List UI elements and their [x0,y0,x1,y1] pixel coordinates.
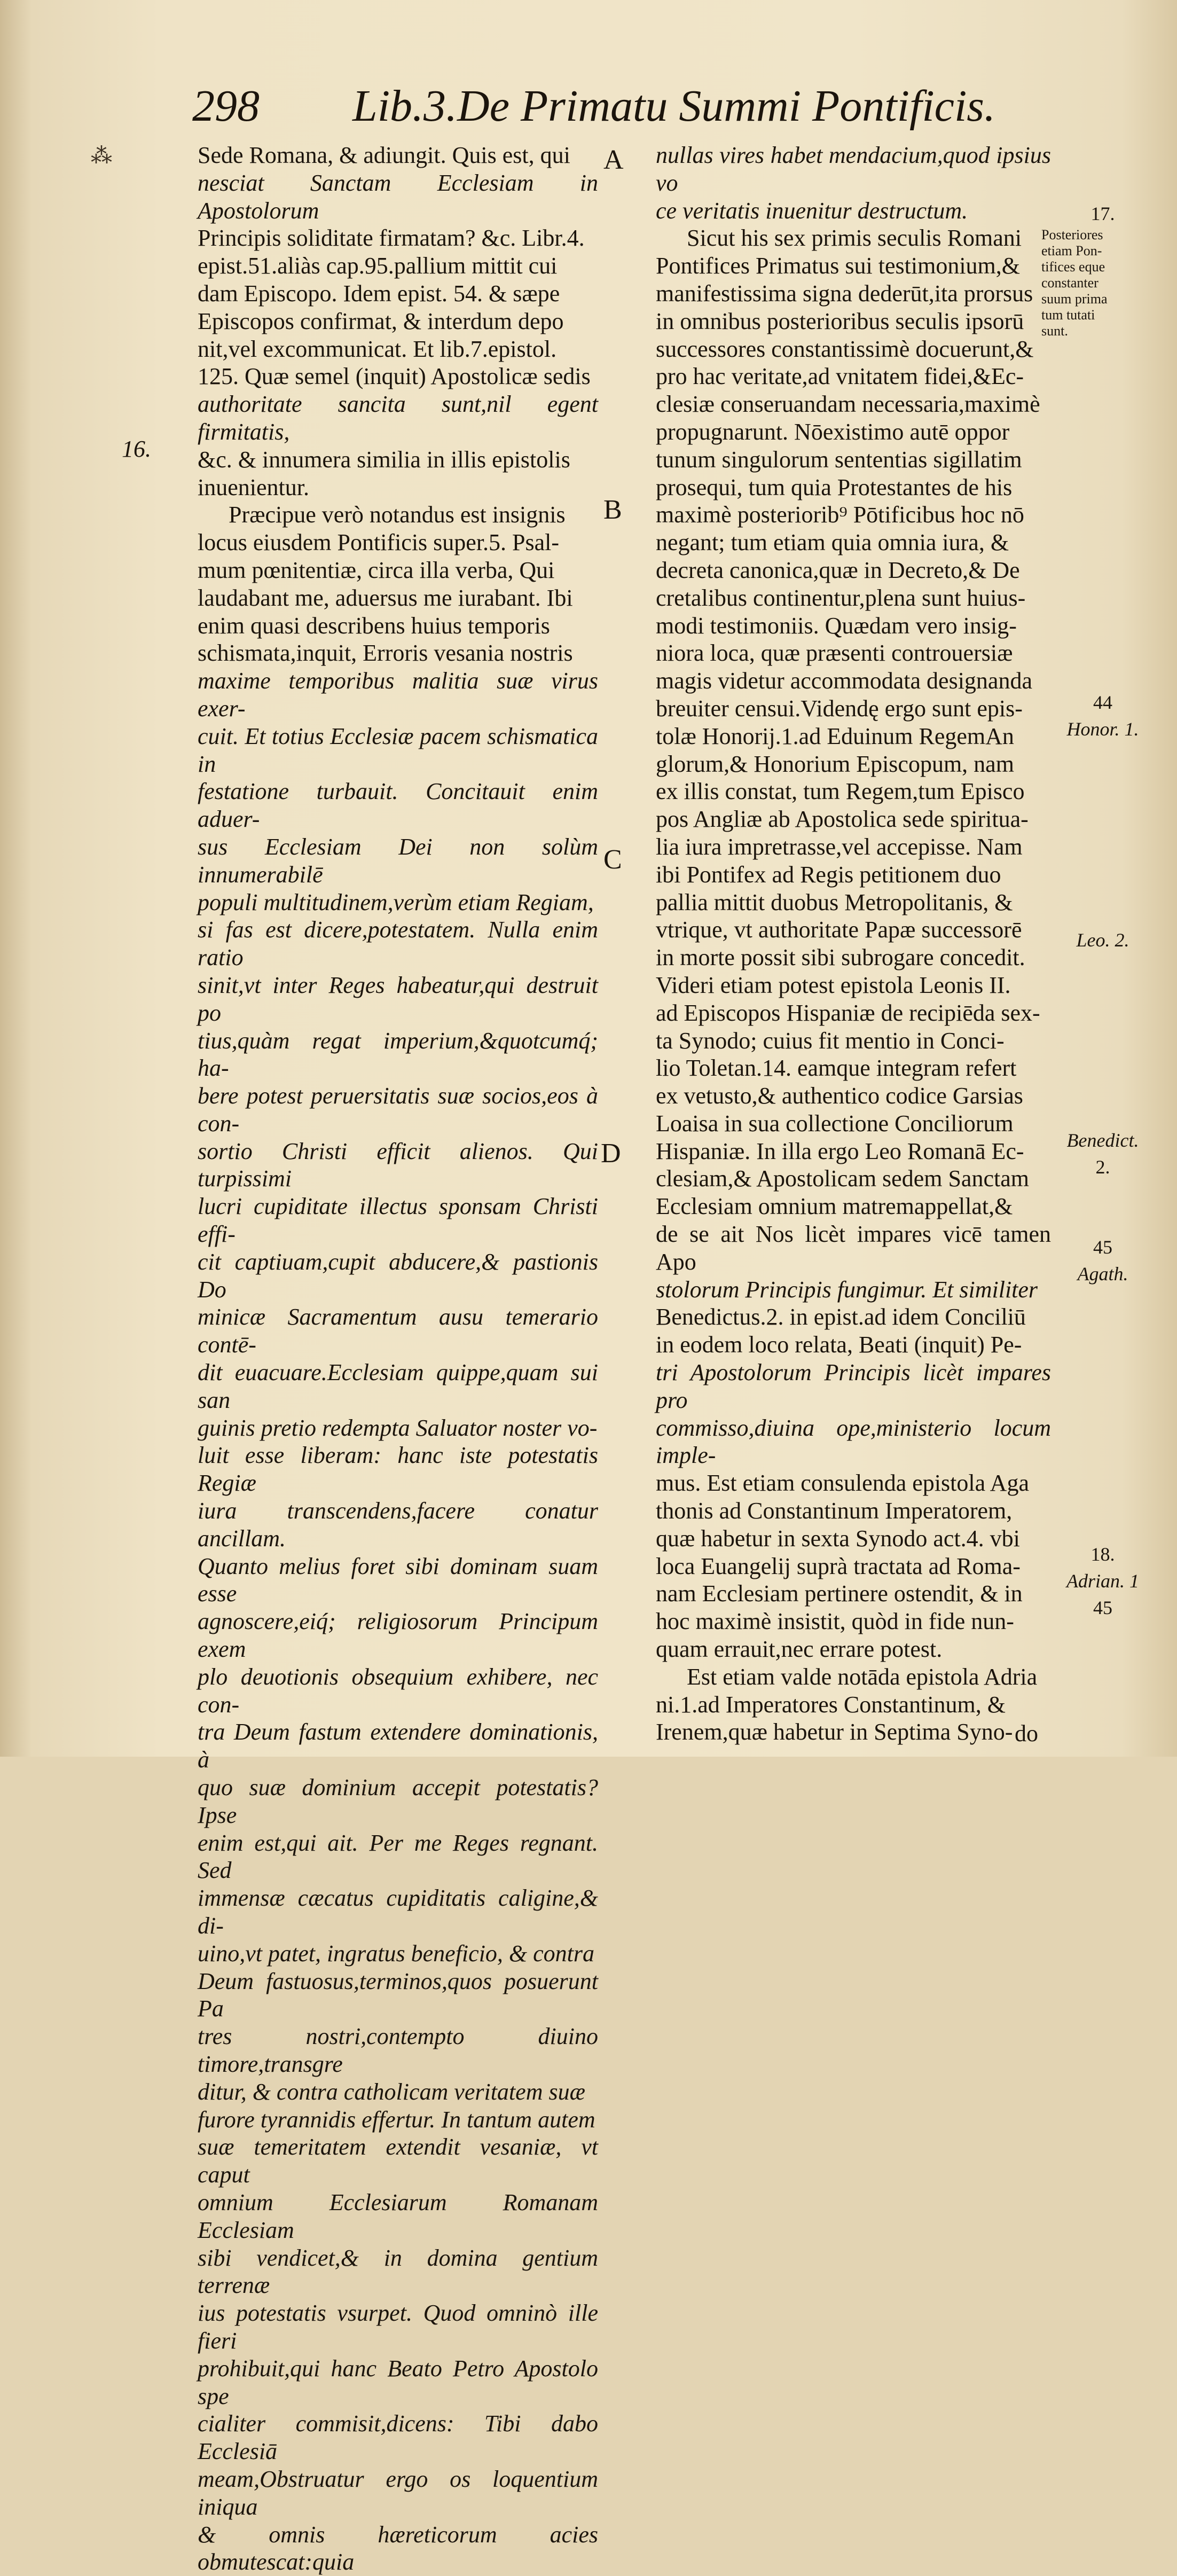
left-column [198,142,598,2576]
text-line: tra Deum fastum extendere dominationis, à [198,1719,598,1773]
text-line: hoc maximè insistit, quòd in fide nun- [656,1608,1014,1635]
text-line: furore tyrannidis effertur. In tantum autem [198,2106,595,2133]
text-line: sibi vendicet,& in domina gentium terrenæ [198,2244,598,2299]
text-line: manifestissima signa dederūt,ita prorsus [656,280,1033,307]
text-line: Videri etiam potest epistola Leonis II. [656,972,1011,998]
text-line: pallia mittit duobus Metropolitanis, & [656,889,1013,915]
text-line: clesiæ conseruandam necessaria,maximè [656,391,1040,418]
margin-gloss-17 [1041,227,1164,339]
text-line: Benedictus.2. in epist.ad idem Conciliū [656,1304,1026,1330]
text-line: Sede Romana, & adiungit. Quis est, qui [198,142,570,168]
paragraph-number-16: 16. [122,436,151,462]
text-line: sinit,vt inter Reges habeatur,qui destruit po [198,972,598,1026]
text-line: immensæ cæcatus cupiditatis caligine,& di- [198,1885,598,1939]
text-line: glorum,& Honorium Episcopum, nam [656,750,1014,777]
gloss-line: Posteriores [1041,227,1103,242]
text-line: prohibuit,qui hanc Beato Petro Apostolo spe [198,2355,598,2409]
text-line: negant; tum etiam quia omnia iura, & [656,529,1009,556]
text-line: lia iura impretrasse,vel accepisse. Nam [656,833,1023,860]
text-line: authoritate sancita sunt,nil egent firmitatis, [198,391,598,445]
text-line: epist.51.aliàs cap.95.pallium mittit cui [198,253,558,279]
text-line: tri Apostolorum Principis licèt impares pro [656,1359,1051,1413]
text-line: omnium Ecclesiarum Romanam Ecclesiam [198,2189,598,2243]
text-line: clesiam,& Apostolicam sedem Sanctam [656,1165,1029,1192]
ornament-mark: ⁂ [91,144,112,168]
text-line: minicæ Sacramentum ausu temerario contē- [198,1304,598,1358]
text-line: ex illis constat, tum Regem,tum Episco [656,778,1025,805]
text-line: ibi Pontifex ad Regis petitionem duo [656,861,1001,888]
text-line: quam errauit,nec errare potest. [656,1636,943,1663]
text-line: & omnis hæreticorum acies obmutescat:quia [198,2521,598,2575]
margin-number-45: 45 [1093,1236,1112,1258]
gloss-line: suum prima [1041,291,1108,307]
margin-number-44: 44 [1093,692,1112,713]
text-line: pro hac veritate,ad vnitatem fidei,&Ec- [656,363,1024,390]
running-title: Lib.3.De Primatu Summi Pontificis. [352,81,995,131]
margin-number-17: 17. [1090,203,1115,224]
text-line: commisso,diuina ope,ministerio locum imple- [656,1414,1051,1469]
text-line: nesciat Sanctam Ecclesiam in Apostolorum [198,169,598,224]
section-letter-c: C [603,844,622,875]
text-line: si fas est dicere,potestatem. Nulla enim ratio [198,917,598,971]
margin-leo: Leo. 2. [1076,929,1129,951]
text-line: tolæ Honorij.1.ad Eduinum RegemAn [656,723,1014,749]
text-line: dit euacuare.Ecclesiam quippe,quam sui san [198,1359,598,1413]
gloss-line: tifices eque [1041,259,1105,275]
right-paragraph-0 [656,142,1051,224]
text-line: breuiter censui.Videndę ergo sunt epis- [656,695,1023,722]
catchword: do [1015,1720,1038,1747]
text-line: cuit. Et totius Ecclesiæ pacem schismatica in [198,723,598,777]
margin-number-45b: 45 [1093,1597,1112,1618]
text-line: bere potest peruersitatis suæ socios,eos à con- [198,1083,598,1137]
text-line: cretalibus continentur,plena sunt huius- [656,584,1026,611]
gloss-line: constanter [1041,275,1098,291]
text-line: cialiter commisit,dicens: Tibi dabo Ecclesiā [198,2410,598,2465]
text-line: &c. & innumera similia in illis epistolis [198,446,570,473]
margin-honor: Honor. 1. [1066,718,1139,740]
text-line: ad Episcopos Hispaniæ de recipiēda sex- [656,999,1040,1026]
text-line: nullas vires habet mendacium,quod ipsius vo [656,142,1051,196]
gloss-line: etiam Pon- [1041,243,1102,259]
margin-benedict-number: 2. [1095,1156,1110,1178]
text-line: cit captiuam,cupit abducere,& pastionis Do [198,1248,598,1303]
text-line: tres nostri,contempto diuino timore,transgre [198,2023,598,2077]
margin-adrian: Adrian. 1 [1066,1570,1139,1592]
right-paragraph-2 [656,1663,1051,1746]
text-line: in eodem loco relata, Beati (inquit) Pe- [656,1332,1022,1358]
text-line: stolorum Principis fungimur. Et similiter [656,1276,1038,1303]
text-line: luit esse liberam: hanc iste potestatis Regiæ [198,1442,598,1497]
section-letter-a: A [603,145,624,175]
text-line: pos Angliæ ab Apostolica sede spiritua- [656,806,1029,833]
text-line: Ecclesiam omnium matremappellat,& [656,1193,1013,1220]
text-line: enim quasi describens huius temporis [198,612,550,639]
text-line: propugnarunt. Nōexistimo autē oppor [656,418,1010,445]
text-line: locus eiusdem Pontificis super.5. Psal- [198,529,560,556]
gloss-line: tum tutati [1041,307,1095,323]
section-letter-d: D [601,1138,621,1169]
text-line: Deum fastuosus,terminos,quos posuerunt Pa [198,1968,598,2022]
gloss-line: sunt. [1041,323,1068,339]
text-line: laudabant me, aduersus me iurabant. Ibi [198,584,573,611]
text-line: uino,vt patet, ingratus beneficio, & contra [198,1940,595,1967]
section-letter-b: B [603,495,622,525]
text-line: quo suæ dominium accepit potestatis? Ipse [198,1774,598,1828]
text-line: nam Ecclesiam pertinere ostendit, & in [656,1580,1023,1607]
text-line: ce veritatis inuenitur destructum. [656,197,968,224]
text-line: tius,quàm regat imperium,&quotcumq́; ha- [198,1027,598,1082]
text-line: festatione turbauit. Concitauit enim aduer- [198,778,598,833]
text-line: populi multitudinem,verùm etiam Regiam, [198,889,594,915]
text-line: successores constantissimè docuerunt,& [656,335,1034,362]
text-line: nit,vel excommunicat. Et lib.7.epistol. [198,335,557,362]
text-line: Pontifices Primatus sui testimonium,& [656,253,1020,279]
text-line: dam Episcopo. Idem epist. 54. & sæpe [198,280,560,307]
page-number: 298 [192,81,260,131]
text-line: ditur, & contra catholicam veritatem suæ [198,2078,585,2105]
text-line: tunum singulorum sententias sigillatim [656,446,1022,473]
text-line: iura transcendens,facere conatur ancillam. [198,1498,598,1552]
text-line: schismata,inquit, Erroris vesania nostris [198,640,573,667]
text-line: mus. Est etiam consulenda epistola Aga [656,1470,1029,1497]
text-line: agnoscere,eiq́; religiosorum Principum exem [198,1608,598,1663]
text-line: decreta canonica,quæ in Decreto,& De [656,557,1020,583]
text-line: enim est,qui ait. Per me Reges regnant. Sed [198,1829,598,1884]
text-line: quæ habetur in sexta Synodo act.4. vbi [656,1525,1020,1552]
text-line: sus Ecclesiam Dei non solùm innumerabilē [198,833,598,888]
text-line: Episcopos confirmat, & interdum depo [198,308,564,334]
text-line: lucri cupiditate illectus sponsam Christi effi- [198,1193,598,1248]
text-line: Hispaniæ. In illa ergo Leo Romanā Ec- [656,1138,1024,1164]
text-line: maximè posteriorib⁹ Pōtificibus hoc nō [656,502,1024,528]
text-line: lio Toletan.14. eamque integram refert [656,1055,1017,1082]
text-line: suæ temeritatem extendit vesaniæ, vt caput [198,2134,598,2188]
text-line: 125. Quæ semel (inquit) Apostolicæ sedis [198,363,591,390]
text-line: Sicut his sex primis seculis Romani [687,225,1022,252]
margin-benedict: Benedict. [1066,1130,1139,1151]
text-line: Quanto melius foret sibi dominam suam esse [198,1553,598,1607]
margin-agath: Agath. [1077,1263,1128,1285]
text-line: guinis pretio redempta Saluator noster vo- [198,1414,598,1441]
text-line: ni.1.ad Imperatores Constantinum, & [656,1691,1006,1718]
margin-number-18: 18. [1090,1544,1115,1565]
text-line: mum pœnitentiæ, circa illa verba, Qui [198,557,555,583]
text-line: prosequi, tum quia Protestantes de his [656,474,1013,500]
text-line: plo deuotionis obsequium exhibere, nec con- [198,1663,598,1718]
text-line: ex vetusto,& authentico codice Garsias [656,1083,1023,1109]
text-line: meam,Obstruatur ergo os loquentium iniqua [198,2465,598,2520]
text-line: niora loca, quæ præsenti controuersiæ [656,640,1013,667]
text-line: de se ait Nos licèt impares vicē tamen Apo [656,1221,1051,1275]
text-line: modi testimoniis. Quædam vero insig- [656,612,1017,639]
left-paragraph-2 [198,501,598,2576]
left-paragraph-1 [198,142,598,501]
text-line: inuenientur. [198,474,309,500]
text-line: magis videtur accommodata designanda [656,668,1032,694]
text-line: in omnibus posterioribus seculis ipsorū [656,308,1024,334]
text-line: maxime temporibus malitia suæ virus exer- [198,668,598,722]
text-line: in morte possit sibi subrogare concedit. [656,944,1025,971]
text-line: Principis soliditate firmatam? &c. Libr.4. [198,225,585,252]
text-line: Loaisa in sua collectione Conciliorum [656,1110,1014,1137]
text-line: thonis ad Constantinum Imperatorem, [656,1498,1013,1524]
text-line: vtrique, vt authoritate Papæ successorē [656,917,1022,943]
text-line: Irenem,quæ habetur in Septima Syno- [656,1719,1013,1745]
right-column [656,142,1051,1746]
text-line: Est etiam valde notāda epistola Adria [687,1663,1038,1690]
text-line: ta Synodo; cuius fit mentio in Conci- [656,1027,1005,1054]
text-line: sortio Christi efficit alienos. Qui turpissimi [198,1138,598,1192]
text-line: ius potestatis vsurpet. Quod omninò ille fieri [198,2300,598,2354]
right-paragraph-1 [656,224,1051,1663]
text-line: Præcipue verò notandus est insignis [229,502,566,528]
text-line: loca Euangelij suprà tractata ad Roma- [656,1553,1021,1579]
